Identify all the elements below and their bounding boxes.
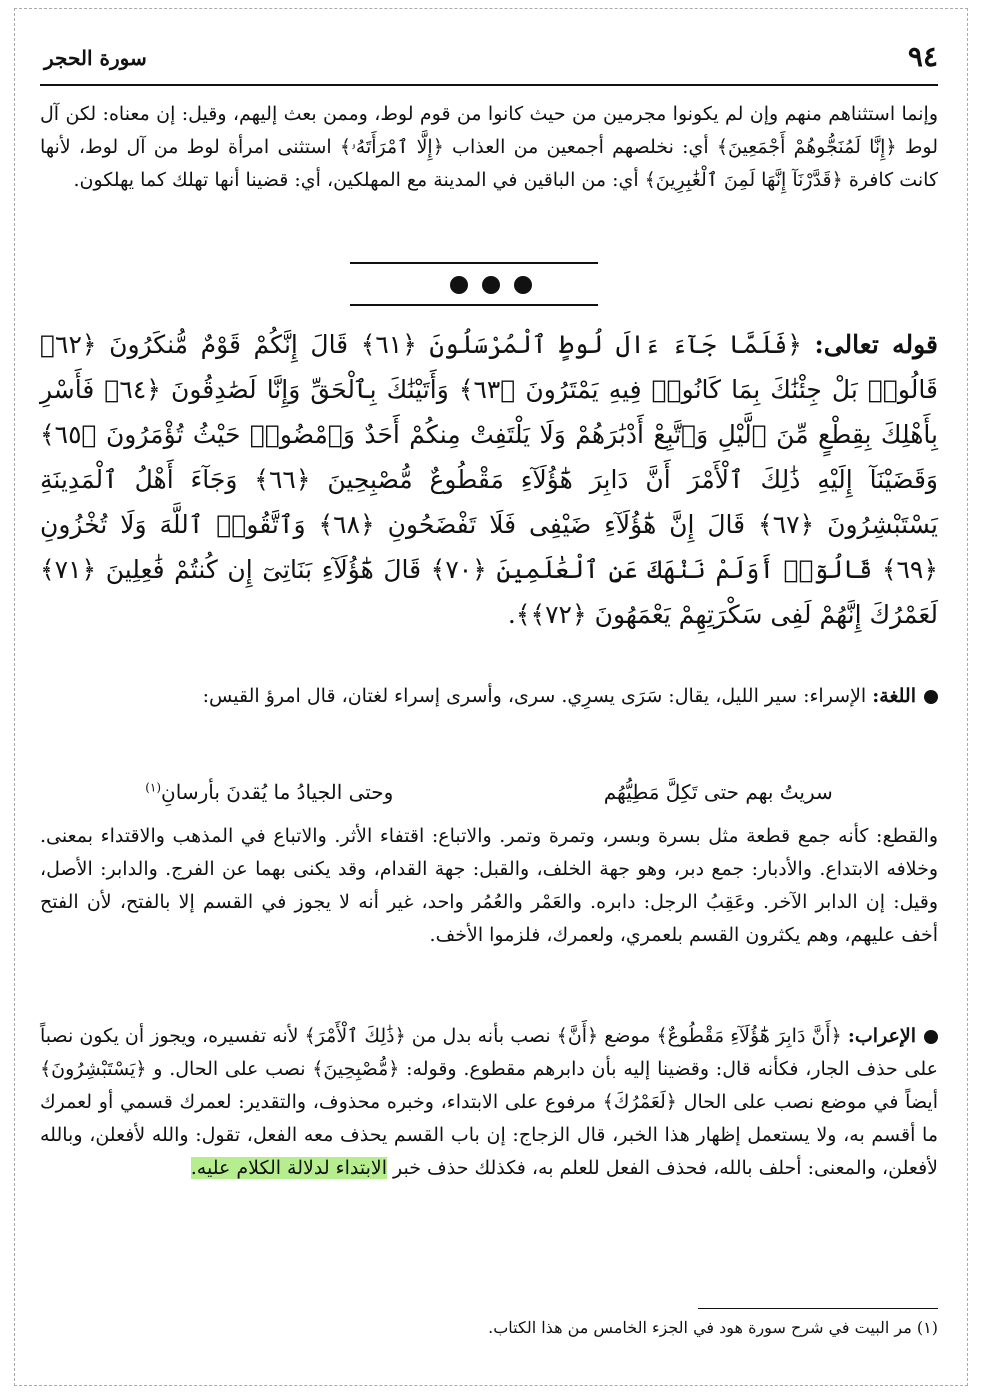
language-section bbox=[40, 680, 938, 713]
quran-text: ﴿فَلَمَّا جَآءَ ءَالَ لُوطٍ ٱلْمُرْسَلُونَ ﴿٦١﴾ قَالَ إِنَّكُمْ قَوْمٌ مُّنكَرُونَ ﴿٦٢﴾ قَالُوا۟ بَلْ جِئْنَٰكَ بِمَا كَانُوا۟ فِيهِ يَمْتَرُونَ ﴿٦٣﴾ وَأَتَيْنَٰكَ بِٱلْحَقِّ وَإِنَّا لَصَٰدِقُونَ ﴿٦٤﴾ فَأَسْرِ بِأَهْلِكَ بِقِطْعٍ مِّنَ ٱلَّيْلِ وَٱتَّبِعْ أَدْبَٰرَهُمْ وَلَا يَلْتَفِتْ مِنكُمْ أَحَدٌ وَٱمْضُوا۟ حَيْثُ تُؤْمَرُونَ ﴿٦٥﴾ وَقَضَيْنَآ إِلَيْهِ ذَٰلِكَ ٱلْأَمْرَ أَنَّ دَابِرَ هَٰٓؤُلَآءِ مَقْطُوعٌ مُّصْبِحِينَ ﴿٦٦﴾ وَجَآءَ أَهْلُ ٱلْمَدِينَةِ يَسْتَبْشِرُونَ ﴿٦٧﴾ قَالَ إِنَّ هَٰٓؤُلَآءِ ضَيْفِى فَلَا تَفْضَحُونِ ﴿٦٨﴾ وَٱتَّقُوا۟ ٱللَّهَ وَلَا تُخْزُونِ ﴿٦٩﴾ قَالُوٓا۟ أَوَلَمْ نَنْهَكَ عَنِ ٱلْعَٰلَمِينَ ﴿٧٠﴾ قَالَ هَٰٓؤُلَآءِ بَنَاتِىٓ إِن كُنتُمْ فَٰعِلِينَ ﴿٧١﴾ لَعَمْرُكَ إِنَّهُمْ لَفِى سَكْرَتِهِمْ يَعْمَهُونَ ﴿٧٢﴾﴾. bbox=[40, 330, 939, 629]
section-separator-bottom bbox=[350, 304, 598, 306]
bullet-icon bbox=[924, 1030, 938, 1044]
separator-dots bbox=[450, 276, 532, 294]
quran-lead: قوله تعالى: bbox=[814, 330, 938, 359]
intro-paragraph: وإنما استثناهم منهم وإن لم يكونوا مجرمين من حيث كانوا من قوم لوط، وممن بعث إليهم، وقيل: إن معناه: لكن آل لوط ﴿إِنَّا لَمُنَجُّوهُمْ أَجْمَعِينَ﴾ أي: نخلصهم أجمعين من العذاب ﴿إِلَّا ٱمْرَأَتَهُۥ﴾ استثنى امرأة لوط من آل لوط، لأنها كانت كافرة ﴿قَدَّرْنَآ إِنَّهَا لَمِنَ ٱلْغَٰبِرِينَ﴾ أي: من الباقين في المدينة مع المهلكين، أي: قضينا أنها تهلك كما يهلكون. bbox=[40, 103, 938, 191]
page-header bbox=[40, 40, 938, 86]
page-number: ٩٤ bbox=[907, 40, 938, 73]
grammar-section bbox=[40, 1020, 938, 1185]
footnote-separator bbox=[698, 1308, 938, 1309]
quran-passage bbox=[40, 322, 938, 637]
surah-title: سورة الحجر bbox=[44, 46, 147, 70]
language-text: الإسراء: سير الليل، يقال: سَرَى يسرِي. سرى، وأسرى إسراء لغتان، قال امرؤ القيس: bbox=[202, 685, 867, 707]
highlighted-text: الابتداء لدلالة الكلام عليه. bbox=[190, 1157, 387, 1179]
poetry-verse bbox=[40, 780, 938, 804]
language-explanation: والقطع: كأنه جمع قطعة مثل بسرة وبسر، وتمرة وتمر. والاتباع: اقتفاء الأثر. والاتباع في المذهب والاقتداء بمعنى. وخلافه الابتداع. والأدبار: جمع دبر، وهو جهة الخلف، والقبل: جهة القدام، وقد يكنى بهما عن الفرج. والدابر: الأصل، وقيل: إن الدابر الآخر. وعَقِبُ الرجل: دابره. والعَمْر والعُمُر واحد، غير أنه لا يجوز في القسم إلا بالفتح، لأن الفتح أخف عليهم، وهم يكثرون القسم بلعمري، ولعمرك، فلزموا الأخف. bbox=[40, 825, 938, 946]
language-label: اللغة: bbox=[872, 685, 916, 707]
document-page bbox=[40, 40, 938, 1360]
section-separator bbox=[350, 262, 598, 264]
verse-second-hemistich bbox=[145, 780, 393, 804]
grammar-label: الإعراب: bbox=[847, 1025, 917, 1047]
verse-first-hemistich: سريتُ بهم حتى تَكِلَّ مَطِيُّهُم bbox=[603, 780, 833, 804]
bullet-icon bbox=[924, 690, 938, 704]
footnote-ref: (١) bbox=[145, 780, 162, 795]
grammar-text: ﴿أَنَّ دَابِرَ هَٰٓؤُلَآءِ مَقْطُوعٌ﴾ موضع ﴿أَنَّ﴾ نصب بأنه بدل من ﴿ذَٰلِكَ ٱلْأَمْرَ﴾ لأنه تفسيره، ويجوز أن يكون نصباً على حذف الجار، فكأنه قال: وقضينا إليه بأن دابرهم مقطوع. وقوله: ﴿مُّصْبِحِينَ﴾ نصب على الحال. و ﴿يَسْتَبْشِرُونَ﴾ أيضاً في موضع نصب على الحال ﴿لَعَمْرُكَ﴾ مرفوع على الابتداء، وخبره محذوف، والتقدير: لعمرك قسمي أو لعمرك ما أقسم به، ولا يستعمل إظهار هذا الخبر، قال الزجاج: إن باب القسم يحذف معه الفعل، تقول: والله لأفعلن، وبالله لأفعلن، والمعنى: أحلف بالله، فحذف الفعل للعلم به، فكذلك حذف خبر bbox=[40, 1025, 938, 1179]
footnote: (١) مر البيت في شرح سورة هود في الجزء الخامس من هذا الكتاب. bbox=[488, 1318, 938, 1337]
verse-second-text: وحتى الجيادُ ما يُقدنَ بأرسانِ bbox=[161, 780, 394, 804]
